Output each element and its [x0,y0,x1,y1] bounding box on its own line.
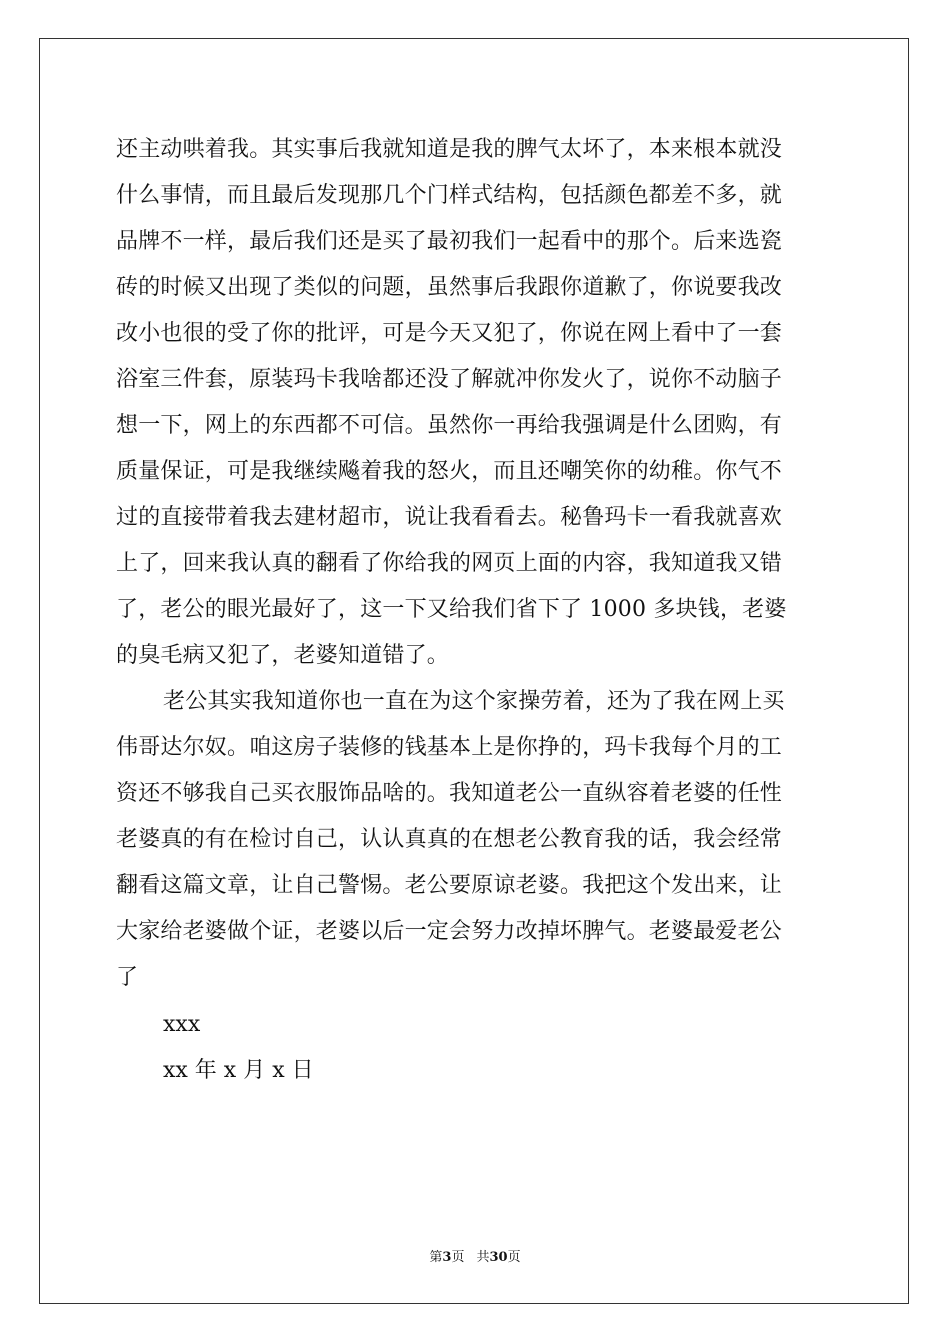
text-line: 砖的时候又出现了类似的问题，虽然事后我跟你道歉了，你说要我改 [116,275,783,300]
total-suffix: 页 [507,1250,521,1265]
text-line: 大家给老婆做个证，老婆以后一定会努力改掉坏脾气。老婆最爱老公 [116,919,783,944]
text-line: 老公其实我知道你也一直在为这个家操劳着，还为了我在网上买 [163,689,785,714]
page-total: 30 [489,1250,508,1265]
text-line: 什么事情，而且最后发现那几个门样式结构，包括颜色都差不多，就 [116,183,783,208]
page-current: 3 [442,1250,452,1265]
text-line: 伟哥达尔奴。咱这房子装修的钱基本上是你挣的，玛卡我每个月的工 [116,735,783,760]
page-prefix: 第 [429,1250,443,1265]
paragraph-1 [116,127,836,679]
total-prefix: 共 [476,1250,490,1265]
paragraph-2 [116,679,836,1001]
text-line: 资还不够我自己买衣服饰品啥的。我知道老公一直纵容着老婆的任性 [116,781,783,806]
text-line: 想一下，网上的东西都不可信。虽然你一再给我强调是什么团购，有 [116,413,783,438]
signature-date: xx 年 x 月 x 日 [163,1058,314,1083]
text-line: 改小也很的受了你的批评，可是今天又犯了，你说在网上看中了一套 [116,321,783,346]
text-line: 老婆真的有在检讨自己，认认真真的在想老公教育我的话，我会经常 [116,827,783,852]
text-line: 翻看这篇文章，让自己警惕。老公要原谅老婆。我把这个发出来，让 [116,873,783,898]
text-line: 浴室三件套，原装玛卡我啥都还没了解就冲你发火了，说你不动脑子 [116,367,783,392]
page-suffix: 页 [451,1250,465,1265]
text-line: 了 [116,965,139,990]
document-body [116,127,836,1094]
text-line: 品牌不一样，最后我们还是买了最初我们一起看中的那个。后来选瓷 [116,229,783,254]
text-line: 了，老公的眼光最好了，这一下又给我们省下了 1000 多块钱，老婆 [116,597,787,622]
text-line: 过的直接带着我去建材超市，说让我看看去。秘鲁玛卡一看我就喜欢 [116,505,783,530]
text-line: 上了，回来我认真的翻看了你给我的网页上面的内容，我知道我又错 [116,551,783,576]
signature-name: xxx [163,1012,201,1037]
page-footer [0,1248,950,1268]
text-line: 还主动哄着我。其实事后我就知道是我的脾气太坏了，本来根本就没 [116,137,783,162]
text-line: 质量保证，可是我继续飚着我的怒火，而且还嘲笑你的幼稚。你气不 [116,459,783,484]
text-line: 的臭毛病又犯了，老婆知道错了。 [116,643,450,668]
